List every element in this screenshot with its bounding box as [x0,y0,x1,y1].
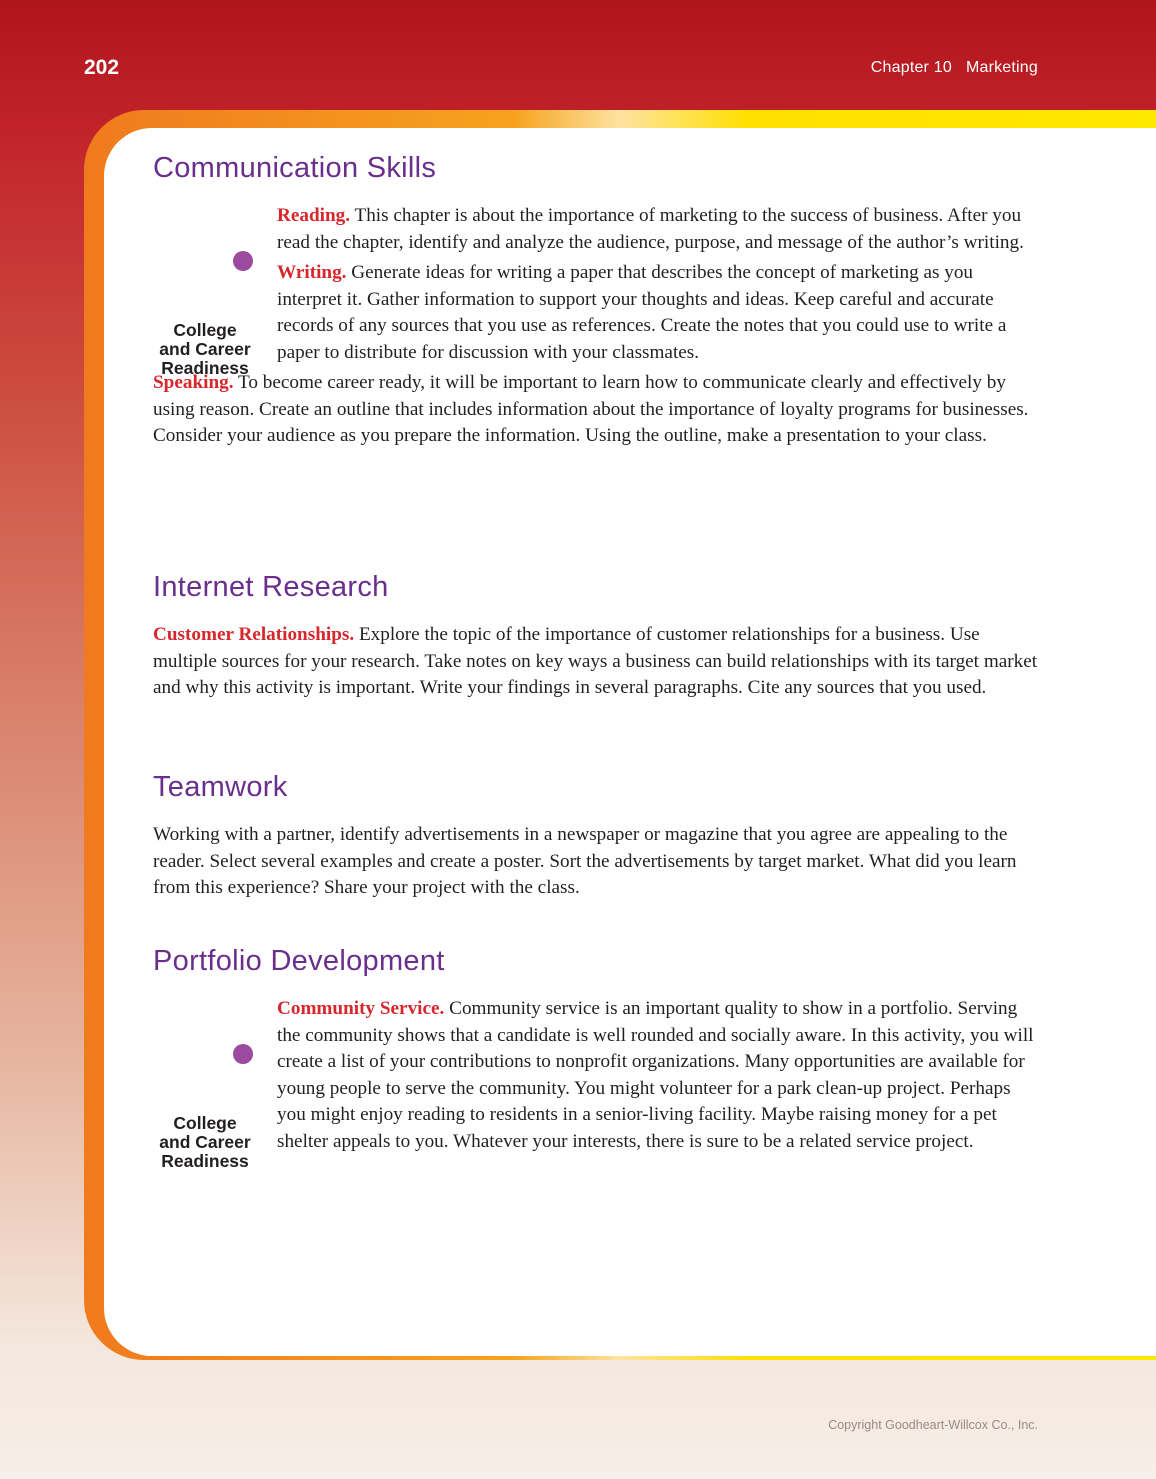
communication-skills-section [153,152,1038,450]
readiness-arcs-icon [153,998,257,1108]
speaking-text: To become career ready, it will be important to learn how to communicate clearly and effectively by using reason. Create an outline that includes information about the importance of loyalty programs for businesses. Consider your audience as you prepare the information. Using the outline, make a presentation to your class. [153,372,1029,446]
community-service-paragraph [277,996,1038,1155]
copyright-notice: Copyright Goodheart-Willcox Co., Inc. [828,1418,1038,1432]
section-title: Portfolio Development [153,945,445,977]
logo-line: Readiness [161,1151,249,1171]
chapter-title: Marketing [965,59,1038,76]
portfolio-development-section [153,945,1038,1171]
community-service-lead: Community Service. [277,998,445,1019]
college-career-readiness-logo [153,205,257,378]
writing-paragraph [277,260,1038,366]
page-number: 202 [84,56,120,79]
speaking-lead: Speaking. [153,372,234,393]
portfolio-body [153,996,1038,1171]
logo-line: and Career [159,1132,251,1152]
logo-line: College [173,1113,237,1133]
internet-research-section [153,571,1038,702]
teamwork-paragraph: Working with a partner, identify advertisements in a newspaper or magazine that you agree are appealing to the reader. Select several examples and create a poster. Sort the advertisements by target market. What did you learn from this experience? Share your project with the class. [153,824,1017,898]
readiness-arcs-icon [153,205,257,315]
internet-paragraph [153,622,1038,702]
speaking-paragraph [153,370,1038,450]
internet-text: Explore the topic of the importance of customer relationships for a business. Use multiple sources for your research. Take notes on key ways a business can build relationships with its target market and why this activity is important. Write your findings in several paragraphs. Cite any sources that you used. [153,624,1038,698]
logo-line: College [173,320,237,340]
teamwork-section [153,771,1038,902]
reading-text: This chapter is about the importance of marketing to the success of business. After you read the chapter, identify and analyze the audience, purpose, and message of the author’s writing. [277,205,1024,253]
running-head [871,59,1038,77]
communication-body [153,203,1038,378]
reading-lead: Reading. [277,205,351,226]
logo-caption [153,1114,257,1171]
logo-caption [153,321,257,378]
customer-relationships-lead: Customer Relationships. [153,624,355,645]
reading-paragraph [277,203,1038,256]
logo-line: and Career [159,339,251,359]
section-title: Internet Research [153,571,389,603]
college-career-readiness-logo [153,998,257,1171]
community-service-text: Community service is an important quality to show in a portfolio. Serving the community shows that a candidate is well rounded and socially aware. In this activity, you will create a list of your contributions to nonprofit organizations. Many opportunities are available for young people to serve the community. You might volunteer for a park clean-up project. Perhaps you might enjoy reading to residents in a senior-living facility. Maybe raising money for a pet shelter appeals to you. Whatever your interests, there is sure to be a related service project. [277,998,1034,1152]
writing-text: Generate ideas for writing a paper that describes the concept of marketing as you interpret it. Gather information to support your thoughts and ideas. Keep careful and accurate records of any sources that you use as references. Create the notes that you could use to write a paper to distribute for discussion with your classmates. [277,262,1007,363]
section-title: Teamwork [153,771,288,803]
writing-lead: Writing. [277,262,347,283]
logo-line: Readiness [161,358,249,378]
chapter-label: Chapter 10 [870,59,952,76]
section-title: Communication Skills [153,152,437,184]
